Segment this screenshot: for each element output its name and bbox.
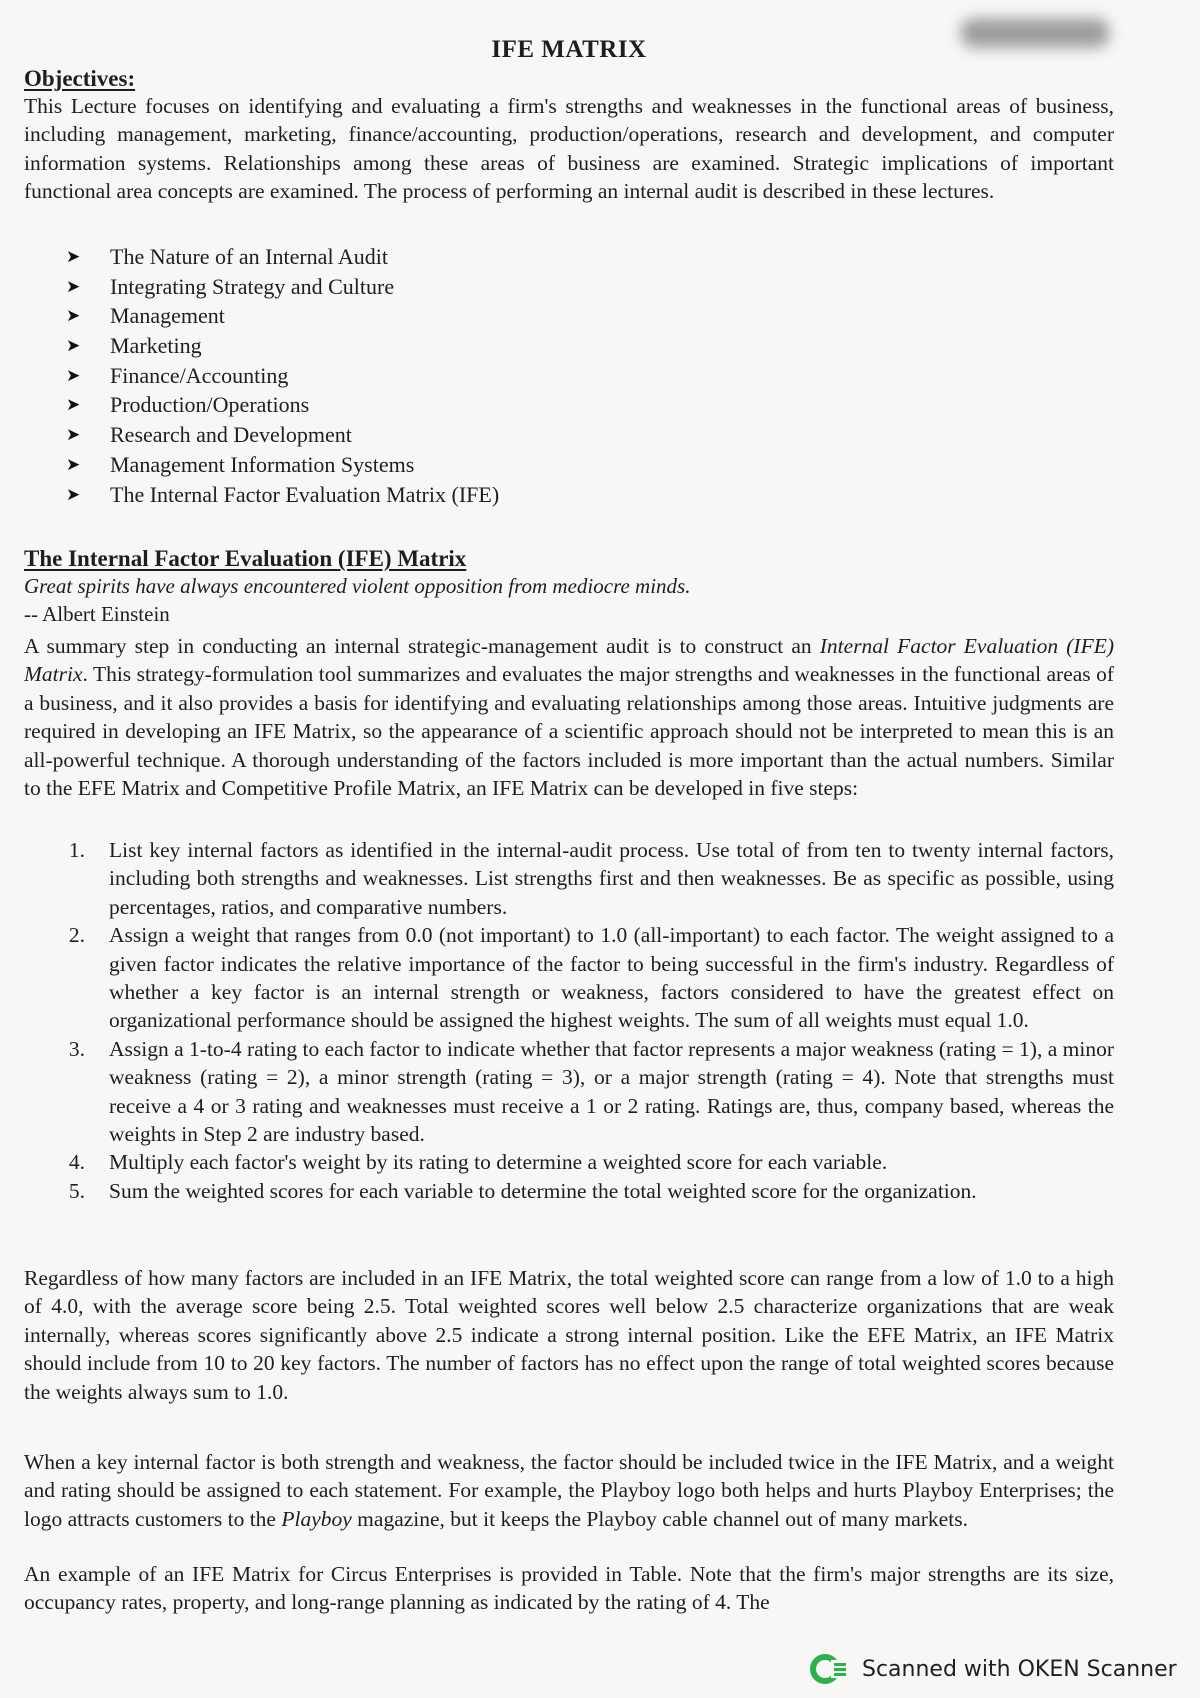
list-item: 2. Assign a weight that ranges from 0.0 (not important) to 1.0 (all-important) to each factor. The weight assigned to a given factor indicates the relative importance of the factor to being successful in the firm's industry. Regardless of whether a key factor is an internal strength or weakness, factors considered to have the greatest effect on organizational performance should be assigned the highest weights. The sum of all weights must equal 1.0. (68, 923, 1114, 1033)
playboy-italic: Playboy (281, 1506, 352, 1531)
ife-section-heading: The Internal Factor Evaluation (IFE) Matrix (24, 546, 467, 571)
page-title: IFE MATRIX (491, 36, 647, 63)
arrow-bullet-icon: ➤ (66, 306, 81, 326)
list-item: ➤ The Nature of an Internal Audit (24, 242, 1024, 272)
list-item: ➤ The Internal Factor Evaluation Matrix (IFE) (24, 480, 1024, 510)
list-item: 1. List key internal factors as identified in the internal-audit process. Use total of from ten to twenty internal factors, including both strengths and weaknesses. List strengths first and then weaknesses. Be as specific as possible, using percentages, ratios, and comparative numbers. (68, 838, 1114, 919)
scanner-watermark-text: Scanned with OKEN Scanner (862, 1656, 1177, 1682)
ife-term-italic: Internal Factor Evaluation (IFE) Matrix (24, 634, 1115, 687)
arrow-bullet-icon: ➤ (66, 425, 81, 445)
arrow-bullet-icon: ➤ (66, 365, 81, 385)
scanner-watermark (810, 1651, 1177, 1687)
arrow-bullet-icon: ➤ (66, 336, 81, 356)
arrow-bullet-icon: ➤ (66, 484, 81, 504)
oken-scanner-logo-icon (810, 1651, 848, 1687)
example-paragraph: An example of an IFE Matrix for Circus Enterprises is provided in Table. Note that the firm's major strengths are its size, occupancy rates, property, and long-range planning as indicated by the rating of 4. The (24, 1562, 1114, 1615)
list-item: 3. Assign a 1-to-4 rating to each factor to indicate whether that factor represents a major weakness (rating = 1), a minor weakness (rating = 2), a minor strength (rating = 3), or a major strength (rating = 4). Note that strengths must receive a 4 or 3 rating and weaknesses must receive a 1 or 2 rating. Ratings are, thus, company based, whereas the weights in Step 2 are industry based. (68, 1036, 1114, 1147)
steps-list (24, 836, 1114, 1205)
arrow-bullet-icon: ➤ (66, 276, 81, 296)
list-item: ➤ Management Information Systems (24, 450, 1024, 480)
list-item: ➤ Research and Development (24, 420, 1024, 450)
topics-list (24, 242, 1024, 509)
list-item: ➤ Production/Operations (24, 390, 1024, 420)
arrow-bullet-icon: ➤ (66, 395, 81, 415)
quote-author: -- Albert Einstein (24, 602, 170, 626)
ife-intro-paragraph: A summary step in conducting an internal strategic-management audit is to construct an Internal Factor Evaluation (IFE) Matrix. This strategy-formulation tool summarizes and evaluates the major strengths and weaknesses in the functional areas of a business, and it also provides a basis for identifying and evaluating relationships among those areas. Intuitive judgments are required in developing an IFE Matrix, so the appearance of a scientific approach should not be interpreted to mean this is an all-powerful technique. A thorough understanding of the factors included is more important than the actual numbers. Similar to the EFE Matrix and Competitive Profile Matrix, an IFE Matrix can be developed in five steps: (24, 634, 1115, 801)
list-item: 5. Sum the weighted scores for each variable to determine the total weighted score for the organization. (68, 1178, 977, 1203)
list-item: ➤ Marketing (24, 331, 1024, 361)
objectives-heading: Objectives: (24, 66, 136, 91)
arrow-bullet-icon: ➤ (66, 454, 81, 474)
list-item: ➤ Finance/Accounting (24, 361, 1024, 391)
list-item: 4. Multiply each factor's weight by its rating to determine a weighted score for each variable. (68, 1150, 888, 1175)
einstein-quote: Great spirits have always encountered violent opposition from mediocre minds. (24, 574, 691, 598)
strength-weakness-paragraph: When a key internal factor is both strength and weakness, the factor should be included twice in the IFE Matrix, and a weight and rating should be assigned to each statement. For example, the Playboy logo both helps and hurts Playboy Enterprises; the logo attracts customers to the Playboy magazine, but it keeps the Playboy cable channel out of many markets. (24, 1450, 1114, 1531)
list-item: ➤ Management (24, 301, 1024, 331)
list-item: ➤ Integrating Strategy and Culture (24, 272, 1024, 302)
arrow-bullet-icon: ➤ (66, 247, 81, 266)
objectives-paragraph: This Lecture focuses on identifying and evaluating a firm's strengths and weaknesses in the functional areas of business, including management, marketing, finance/accounting, production/operations, research and development, and computer information systems. Relationships among these areas of business are examined. Strategic implications of important functional area concepts are examined. The process of performing an internal audit is described in these lectures. (24, 94, 1114, 204)
score-range-paragraph: Regardless of how many factors are included in an IFE Matrix, the total weighted score can range from a low of 1.0 to a high of 4.0, with the average score being 2.5. Total weighted scores well below 2.5 characterize organizations that are weak internally, whereas scores significantly above 2.5 indicate a strong internal position. Like the EFE Matrix, an IFE Matrix should include from 10 to 20 key factors. The number of factors has no effect upon the range of total weighted scores because the weights always sum to 1.0. (24, 1266, 1114, 1404)
